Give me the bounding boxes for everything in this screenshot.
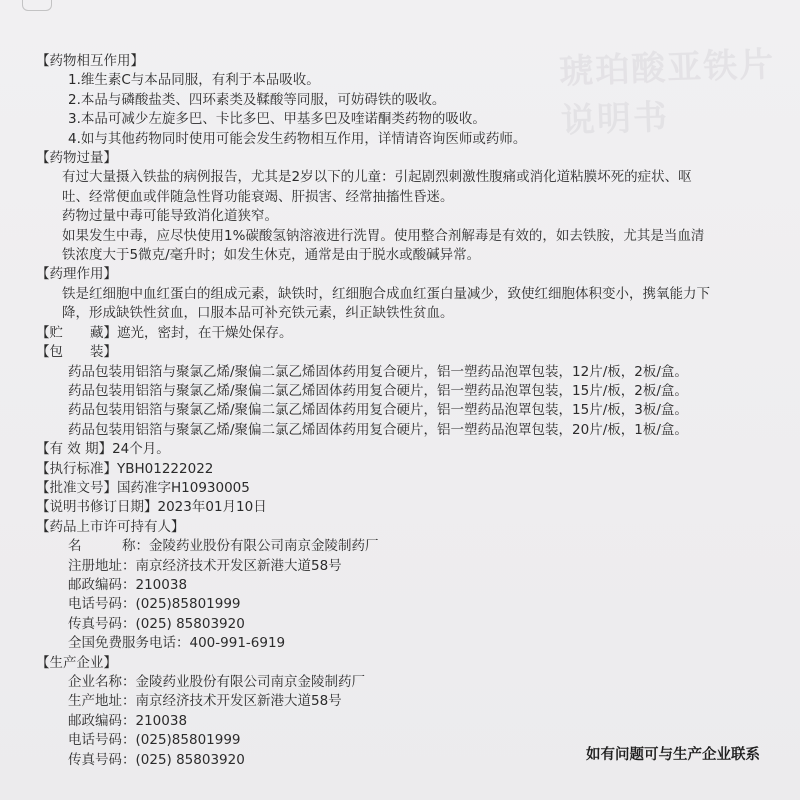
revision-row <box>36 498 796 517</box>
overdose-line: 有过大量摄入铁盐的病例报告，尤其是2岁以下的儿童：引起剧烈刺激性腹痛或消化道粘膜坏死的症状、呕 <box>62 169 692 186</box>
manufacturer-field <box>36 692 796 711</box>
interaction-item: 4.如与其他药物同时使用可能会发生药物相互作用，详情请咨询医师或药师。 <box>68 130 527 147</box>
corner-mark <box>22 0 52 11</box>
approval-heading: 【批准文号】 <box>36 479 117 496</box>
mah-field <box>36 557 796 576</box>
mah-field-value: (025)85801999 <box>135 596 241 613</box>
manufacturer-field-label: 生产地址： <box>68 693 136 710</box>
validity-row <box>36 440 796 459</box>
mah-field-label: 传真号码： <box>68 615 136 632</box>
standard-value: YBH01222022 <box>117 460 214 477</box>
manufacturer-field <box>36 712 796 731</box>
mah-field <box>36 537 796 556</box>
manufacturer-heading: 【生产企业】 <box>36 654 117 671</box>
manufacturer-field-value: 南京经济技术开发区新港大道58号 <box>135 693 342 710</box>
manufacturer-field-label: 企业名称： <box>68 674 136 690</box>
packaging-heading: 【包 装】 <box>36 344 117 361</box>
mah-field-label: 注册地址： <box>68 557 136 574</box>
leaflet-content <box>36 52 796 770</box>
packaging-item: 药品包装用铝箔与聚氯乙烯/聚偏二氯乙烯固体药用复合硬片，铝一塑药品泡罩包装，20片/板，1板/盒。 <box>68 421 688 438</box>
mah-field-label: 全国免费服务电话： <box>68 635 190 652</box>
pharmacology-line: 降，形成缺铁性贫血，口服本品可补充铁元素，纠正缺铁性贫血。 <box>62 305 454 322</box>
packaging-item: 药品包装用铝箔与聚氯乙烯/聚偏二氯乙烯固体药用复合硬片，铝一塑药品泡罩包装，15片/板，3板/盒。 <box>68 402 688 419</box>
interaction-item: 2.本品与磷酸盐类、四环素类及鞣酸等同服，可妨碍铁的吸收。 <box>68 91 446 108</box>
mah-field-label: 邮政编码： <box>68 576 136 593</box>
storage-heading: 【贮 藏】 <box>36 324 117 341</box>
manufacturer-field-value: 210038 <box>135 712 188 729</box>
mah-field <box>36 576 796 595</box>
storage-value: 遮光，密封，在干燥处保存。 <box>117 324 293 341</box>
background-title: 琥珀酸亚铁片说明书 <box>558 44 776 142</box>
overdose-line: 吐、经常便血或伴随急性肾功能衰竭、肝损害、经常抽搐性昏迷。 <box>62 188 454 205</box>
manufacturer-field-label: 传真号码： <box>68 751 136 768</box>
manufacturer-field <box>36 673 796 692</box>
mah-field-label: 名 称： <box>68 538 149 555</box>
mah-field-value: 金陵药业股份有限公司南京金陵制药厂 <box>149 538 379 555</box>
storage-row <box>36 324 796 343</box>
overdose-heading: 【药物过量】 <box>36 150 117 167</box>
validity-heading: 【有 效 期】 <box>36 441 113 458</box>
mah-field-value: 210038 <box>135 576 188 593</box>
overdose-line: 如果发生中毒，应尽快使用1%碳酸氢钠溶液进行洗胃。使用整合剂解毒是有效的，如去铁胺，尤其是当血清 <box>62 227 705 244</box>
mah-field <box>36 595 796 614</box>
mah-field-value: 南京经济技术开发区新港大道58号 <box>135 557 342 574</box>
mah-field-label: 电话号码： <box>68 596 136 613</box>
approval-row <box>36 479 796 498</box>
packaging-item: 药品包装用铝箔与聚氯乙烯/聚偏二氯乙烯固体药用复合硬片，铝一塑药品泡罩包装，15片/板，2板/盒。 <box>68 382 688 399</box>
interactions-heading: 【药物相互作用】 <box>36 53 144 69</box>
manufacturer-field-value: (025)85801999 <box>135 732 241 749</box>
pharmacology-heading: 【药理作用】 <box>36 266 117 283</box>
overdose-line: 铁浓度大于5微克/毫升时；如发生休克，通常是由于脱水或酸碱异常。 <box>62 247 481 264</box>
mah-field <box>36 615 796 634</box>
mah-field <box>36 634 796 653</box>
contact-footer: 如有问题可与生产企业联系 <box>586 747 760 763</box>
pharmacology-line: 铁是红细胞中血红蛋白的组成元素，缺铁时，红细胞合成血红蛋白量减少，致使红细胞体积变小，携氧能力下 <box>62 285 710 302</box>
revision-value: 2023年01月10日 <box>157 499 267 516</box>
mah-field-value: 400-991-6919 <box>189 635 286 652</box>
overdose-line: 药物过量中毒可能导致消化道狭窄。 <box>62 208 278 225</box>
standard-row <box>36 460 796 479</box>
manufacturer-field-label: 邮政编码： <box>68 712 136 729</box>
validity-value: 24个月。 <box>112 441 170 458</box>
mah-field-value: (025) 85803920 <box>135 615 245 632</box>
approval-value: 国药准字H10930005 <box>117 479 250 496</box>
mah-heading: 【药品上市许可持有人】 <box>36 518 185 535</box>
manufacturer-field-value: (025) 85803920 <box>135 751 245 768</box>
standard-heading: 【执行标准】 <box>36 460 117 477</box>
interaction-item: 1.维生素C与本品同服，有利于本品吸收。 <box>68 72 320 89</box>
manufacturer-field-value: 金陵药业股份有限公司南京金陵制药厂 <box>135 674 365 690</box>
packaging-item: 药品包装用铝箔与聚氯乙烯/聚偏二氯乙烯固体药用复合硬片，铝一塑药品泡罩包装，12片/板，2板/盒。 <box>68 363 688 380</box>
interaction-item: 3.本品可减少左旋多巴、卡比多巴、甲基多巴及喹诺酮类药物的吸收。 <box>68 111 486 128</box>
manufacturer-field-label: 电话号码： <box>68 732 136 749</box>
revision-heading: 【说明书修订日期】 <box>36 499 158 516</box>
